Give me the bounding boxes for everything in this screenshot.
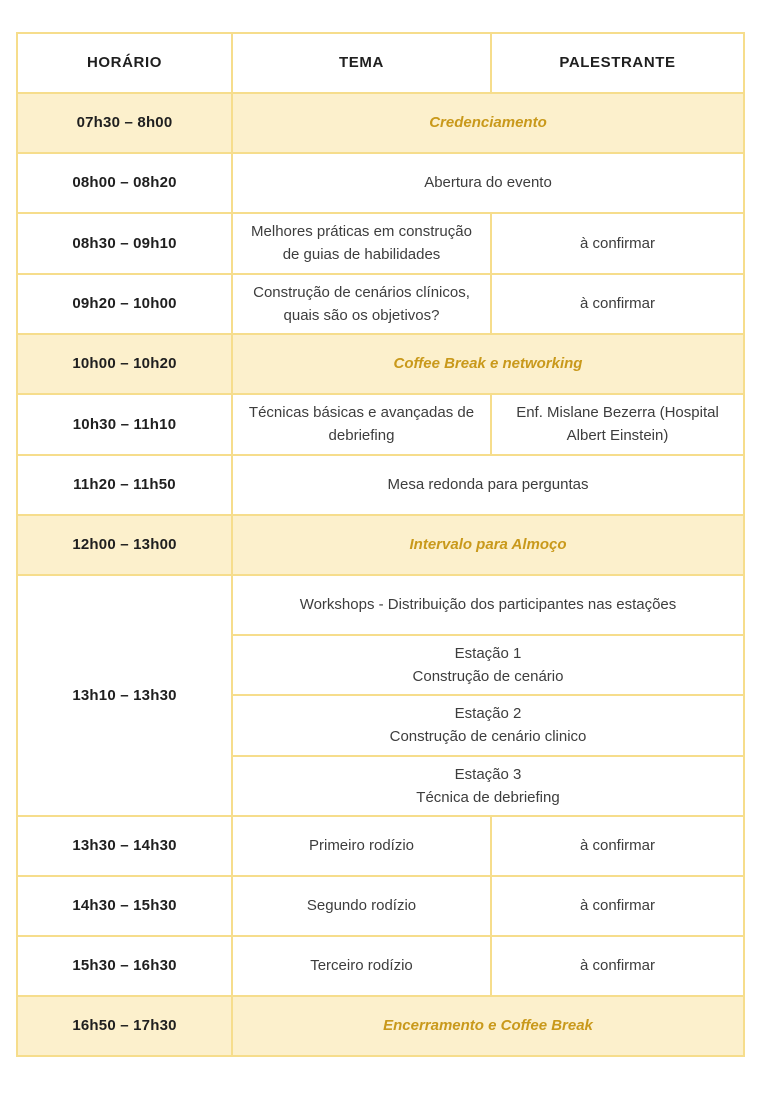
row-primeiro-rodizio (17, 816, 744, 876)
tema-cell: Melhores práticas em construção de guias de habilidades (232, 213, 491, 274)
time-cell: 09h20 – 10h00 (17, 274, 232, 335)
row-construcao-cenarios (17, 274, 744, 335)
estacao-desc: Construção de cenário clinico (389, 728, 587, 746)
row-melhores-praticas (17, 213, 744, 274)
row-mesa-redonda (17, 455, 744, 515)
estacao-title: Estação 3 (454, 765, 522, 783)
tema-cell (232, 756, 744, 817)
header-row (17, 33, 744, 93)
time-cell: 08h30 – 09h10 (17, 213, 232, 274)
time-cell: 11h20 – 11h50 (17, 455, 232, 515)
time-cell: 13h10 – 13h30 (17, 575, 232, 817)
tema-cell: Abertura do evento (232, 153, 744, 213)
time-cell: 14h30 – 15h30 (17, 876, 232, 936)
tema-cell: Primeiro rodízio (232, 816, 491, 876)
row-workshops (17, 575, 744, 635)
palestrante-cell: à confirmar (491, 876, 744, 936)
row-segundo-rodizio (17, 876, 744, 936)
row-intervalo-almoco (17, 515, 744, 575)
palestrante-cell: à confirmar (491, 816, 744, 876)
tema-cell: Encerramento e Coffee Break (232, 996, 744, 1056)
time-cell: 10h00 – 10h20 (17, 334, 232, 394)
tema-cell: Mesa redonda para perguntas (232, 455, 744, 515)
tema-cell: Coffee Break e networking (232, 334, 744, 394)
tema-cell: Terceiro rodízio (232, 936, 491, 996)
row-abertura (17, 153, 744, 213)
palestrante-cell: à confirmar (491, 274, 744, 335)
time-cell: 15h30 – 16h30 (17, 936, 232, 996)
row-coffee-break (17, 334, 744, 394)
time-cell: 16h50 – 17h30 (17, 996, 232, 1056)
time-cell: 07h30 – 8h00 (17, 93, 232, 153)
tema-cell: Técnicas básicas e avançadas de debriefing (232, 394, 491, 455)
time-cell: 13h30 – 14h30 (17, 816, 232, 876)
time-cell: 12h00 – 13h00 (17, 515, 232, 575)
row-credenciamento (17, 93, 744, 153)
tema-cell: Intervalo para Almoço (232, 515, 744, 575)
header-tema: TEMA (232, 33, 491, 93)
palestrante-cell: Enf. Mislane Bezerra (Hospital Albert Einstein) (491, 394, 744, 455)
row-encerramento (17, 996, 744, 1056)
row-terceiro-rodizio (17, 936, 744, 996)
estacao-desc: Técnica de debriefing (416, 788, 560, 806)
event-schedule-table (16, 32, 745, 1057)
time-cell: 10h30 – 11h10 (17, 394, 232, 455)
tema-cell: Construção de cenários clínicos, quais são os objetivos? (232, 274, 491, 335)
estacao-title: Estação 2 (454, 705, 522, 722)
tema-cell (232, 695, 744, 756)
tema-cell (232, 635, 744, 696)
header-palestrante: PALESTRANTE (491, 33, 744, 93)
estacao-title: Estação 1 (454, 644, 522, 662)
row-tecnicas-debriefing (17, 394, 744, 455)
tema-cell: Credenciamento (232, 93, 744, 153)
tema-cell: Workshops - Distribuição dos participantes nas estações (232, 575, 744, 635)
estacao-desc: Construção de cenário (412, 667, 564, 685)
time-cell: 08h00 – 08h20 (17, 153, 232, 213)
palestrante-cell: à confirmar (491, 213, 744, 274)
header-horario: HORÁRIO (17, 33, 232, 93)
tema-cell: Segundo rodízio (232, 876, 491, 936)
palestrante-cell: à confirmar (491, 936, 744, 996)
